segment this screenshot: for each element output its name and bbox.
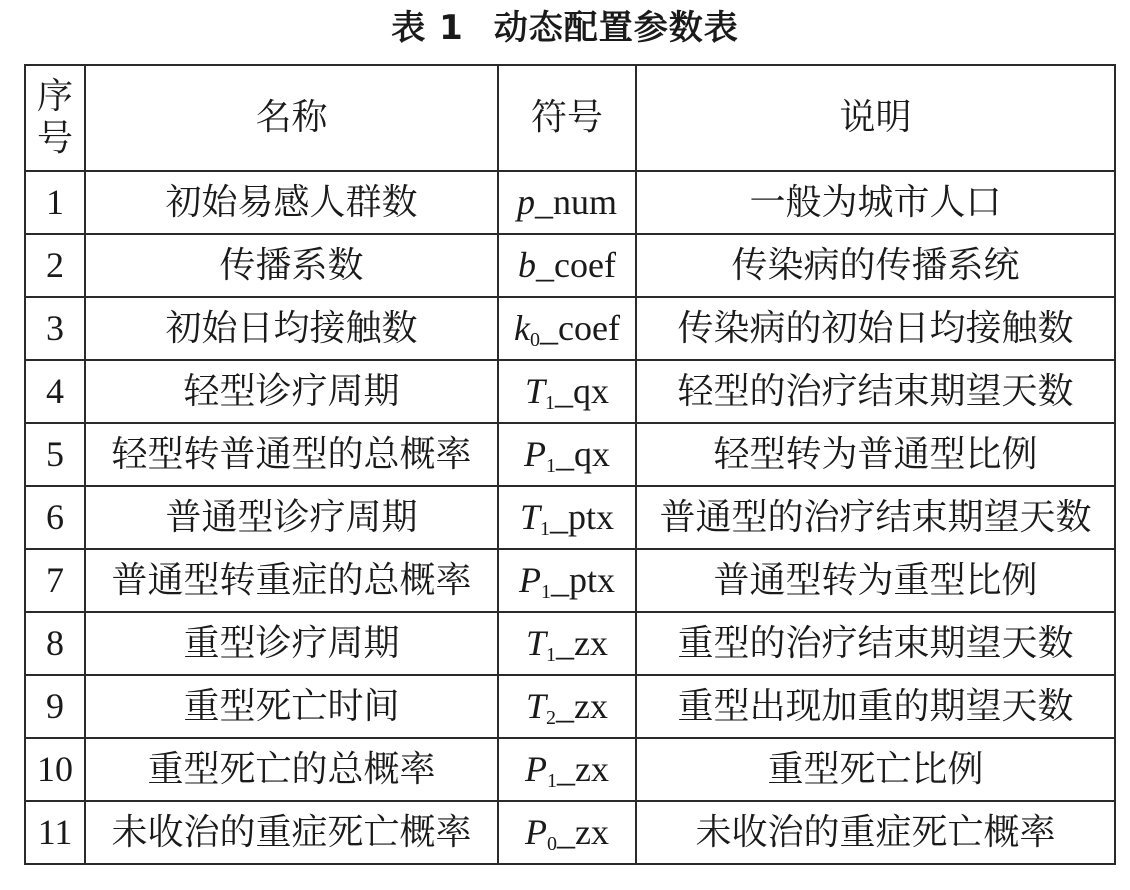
row-name: 初始日均接触数 — [85, 297, 498, 360]
symbol-variable: P — [524, 812, 547, 852]
row-index: 1 — [25, 171, 85, 234]
row-index: 2 — [25, 234, 85, 297]
table-row — [25, 234, 1115, 297]
row-description: 传染病的传播系统 — [636, 234, 1115, 297]
row-symbol — [498, 801, 636, 864]
table-row — [25, 801, 1115, 864]
header-name: 名称 — [85, 65, 498, 171]
symbol-subscript: 1 — [545, 455, 556, 477]
parameter-table — [24, 64, 1116, 865]
row-name: 重型诊疗周期 — [85, 612, 498, 675]
row-name: 普通型诊疗周期 — [85, 486, 498, 549]
table-row — [25, 612, 1115, 675]
table-row — [25, 171, 1115, 234]
row-symbol — [498, 675, 636, 738]
row-description: 重型的治疗结束期望天数 — [636, 612, 1115, 675]
symbol-suffix: _ptx — [550, 560, 615, 600]
header-symbol: 符号 — [498, 65, 636, 171]
row-index: 7 — [25, 549, 85, 612]
symbol-subscript: 1 — [546, 770, 557, 792]
table-row — [25, 486, 1115, 549]
row-symbol — [498, 486, 636, 549]
table-row — [25, 675, 1115, 738]
table-title: 动态配置参数表 — [493, 8, 739, 48]
symbol-subscript: 2 — [546, 707, 556, 729]
table-number: 表 1 — [391, 8, 464, 48]
row-description: 重型出现加重的期望天数 — [636, 675, 1115, 738]
symbol-variable: T — [525, 623, 546, 663]
table-row — [25, 549, 1115, 612]
row-description: 未收治的重症死亡概率 — [636, 801, 1115, 864]
symbol-variable: T — [524, 371, 545, 411]
symbol-suffix: _ptx — [549, 497, 614, 537]
row-symbol — [498, 423, 636, 486]
symbol-variable: b — [518, 245, 536, 285]
symbol-suffix: _qx — [555, 434, 610, 474]
row-name: 轻型转普通型的总概率 — [85, 423, 498, 486]
table-caption — [0, 6, 1130, 50]
symbol-subscript: 0 — [546, 833, 557, 855]
symbol-variable: k — [514, 308, 530, 348]
symbol-suffix: _num — [534, 182, 617, 222]
row-description: 轻型的治疗结束期望天数 — [636, 360, 1115, 423]
symbol-suffix: _zx — [556, 749, 609, 789]
row-index: 5 — [25, 423, 85, 486]
header-index-line-2: 号 — [37, 118, 74, 159]
row-index: 4 — [25, 360, 85, 423]
row-name: 未收治的重症死亡概率 — [85, 801, 498, 864]
row-description: 轻型转为普通型比例 — [636, 423, 1115, 486]
symbol-suffix: _zx — [556, 812, 609, 852]
table-row — [25, 360, 1115, 423]
symbol-variable: T — [525, 686, 546, 726]
row-name: 传播系数 — [85, 234, 498, 297]
row-name: 普通型转重症的总概率 — [85, 549, 498, 612]
table-row — [25, 423, 1115, 486]
table-row — [25, 738, 1115, 801]
header-index — [25, 65, 85, 171]
symbol-subscript: 1 — [539, 518, 550, 540]
symbol-variable: P — [518, 560, 541, 600]
row-index: 6 — [25, 486, 85, 549]
row-index: 8 — [25, 612, 85, 675]
row-description: 普通型转为重型比例 — [636, 549, 1115, 612]
symbol-suffix: _zx — [556, 623, 608, 663]
symbol-suffix: _coef — [540, 308, 620, 348]
row-description: 传染病的初始日均接触数 — [636, 297, 1115, 360]
symbol-suffix: _coef — [536, 245, 616, 285]
row-symbol — [498, 234, 636, 297]
table-body — [25, 171, 1115, 864]
row-symbol — [498, 612, 636, 675]
header-description: 说明 — [636, 65, 1115, 171]
symbol-variable: T — [519, 497, 540, 537]
row-symbol — [498, 171, 636, 234]
header-index-line-1: 序 — [37, 76, 74, 117]
row-symbol — [498, 297, 636, 360]
table-row — [25, 297, 1115, 360]
row-name: 轻型诊疗周期 — [85, 360, 498, 423]
symbol-subscript: 1 — [545, 392, 555, 414]
row-symbol — [498, 738, 636, 801]
row-symbol — [498, 549, 636, 612]
symbol-suffix: _qx — [555, 371, 609, 411]
symbol-subscript: 1 — [546, 644, 556, 666]
symbol-variable: P — [524, 749, 547, 789]
row-index: 9 — [25, 675, 85, 738]
row-description: 一般为城市人口 — [636, 171, 1115, 234]
symbol-subscript: 1 — [540, 581, 551, 603]
row-index: 3 — [25, 297, 85, 360]
row-name: 重型死亡时间 — [85, 675, 498, 738]
row-index: 10 — [25, 738, 85, 801]
symbol-variable: p — [516, 182, 535, 222]
row-index: 11 — [25, 801, 85, 864]
row-description: 普通型的治疗结束期望天数 — [636, 486, 1115, 549]
symbol-subscript: 0 — [530, 329, 540, 351]
symbol-suffix: _zx — [556, 686, 608, 726]
row-description: 重型死亡比例 — [636, 738, 1115, 801]
row-symbol — [498, 360, 636, 423]
row-name: 重型死亡的总概率 — [85, 738, 498, 801]
header-row — [25, 65, 1115, 171]
symbol-variable: P — [523, 434, 546, 474]
row-name: 初始易感人群数 — [85, 171, 498, 234]
table-header — [25, 65, 1115, 171]
